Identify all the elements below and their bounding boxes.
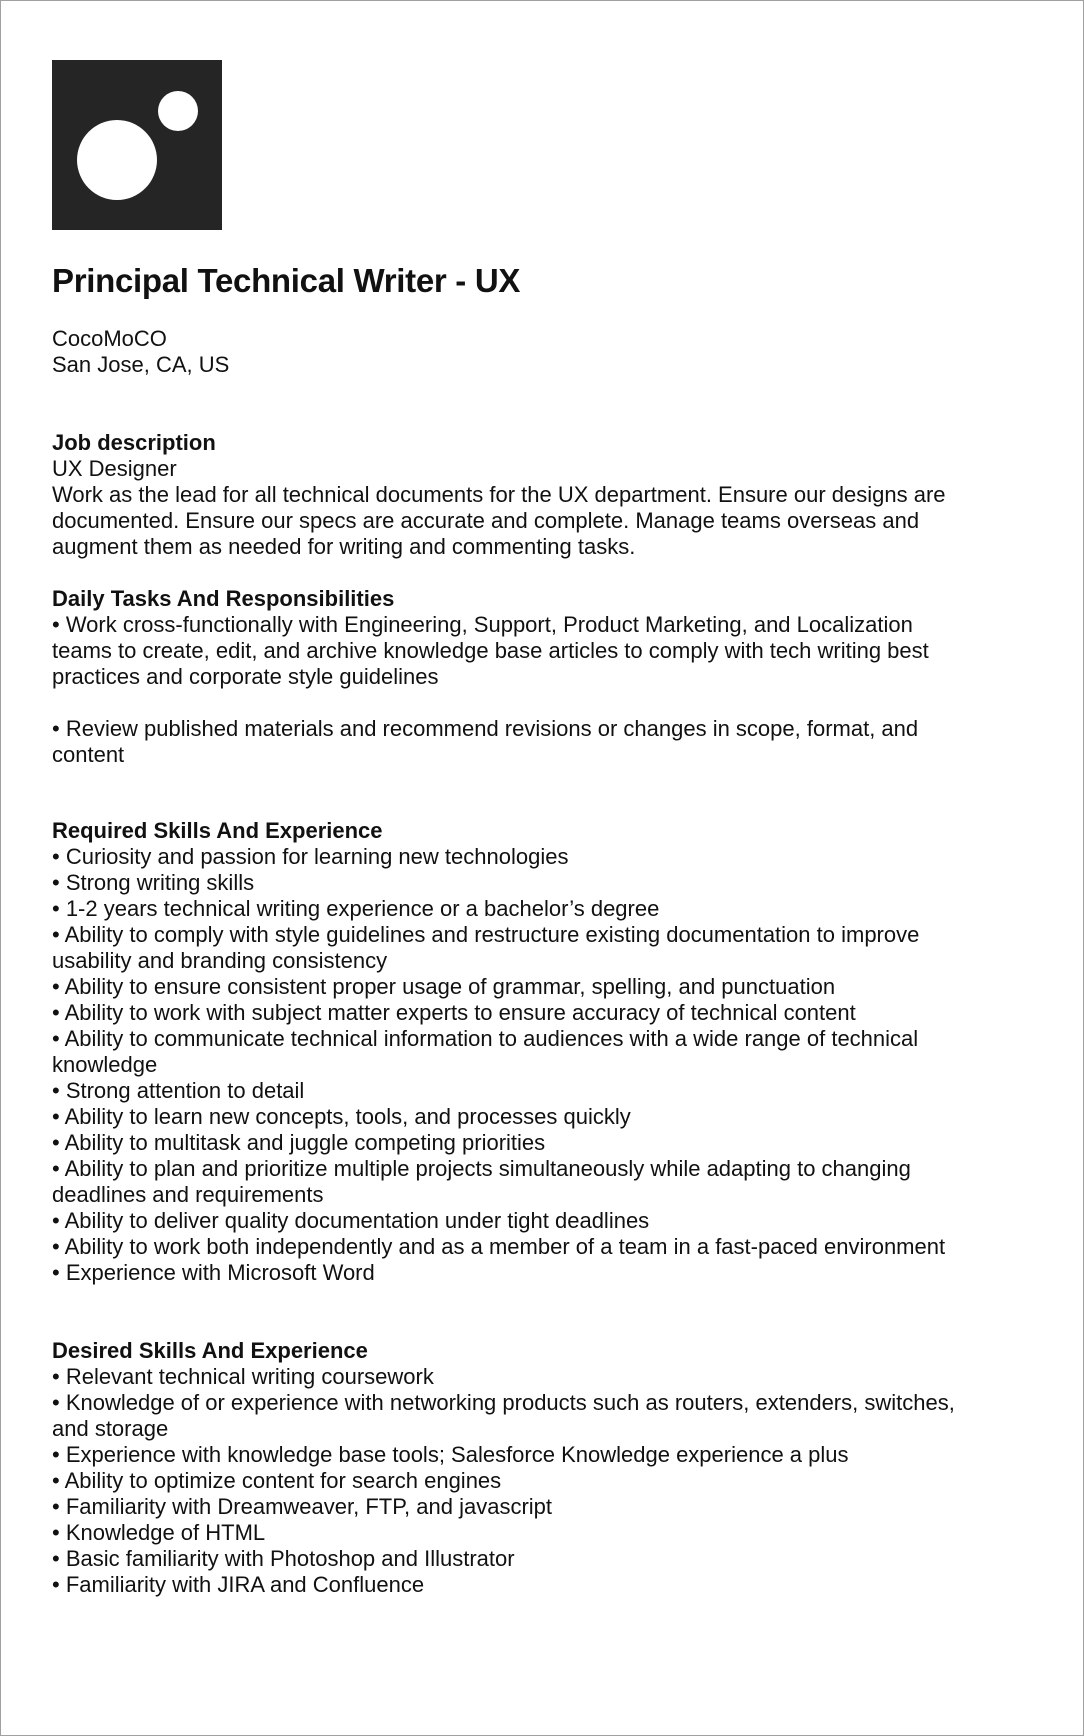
list-item: • 1-2 years technical writing experience or a bachelor’s degree xyxy=(52,896,660,921)
job-description-section xyxy=(52,430,992,560)
list-item: • Work cross-functionally with Engineering, Support, Product Marketing, and Localization teams to create, edit, and archive knowledge base articles to comply with tech writing best practices and corporate style guidelines xyxy=(52,612,929,689)
list-item: • Relevant technical writing coursework xyxy=(52,1364,434,1389)
job-posting xyxy=(52,0,992,1598)
list-item: • Ability to communicate technical information to audiences with a wide range of technical knowledge xyxy=(52,1026,919,1077)
list-item: • Ability to plan and prioritize multiple projects simultaneously while adapting to changing deadlines and requirements xyxy=(52,1156,911,1207)
required-skills-list xyxy=(52,844,957,1286)
list-item: • Ability to comply with style guidelines and restructure existing documentation to improve usability and branding consistency xyxy=(52,922,920,973)
logo-small-circle xyxy=(158,91,198,131)
logo-large-circle xyxy=(77,120,157,200)
job-title: Principal Technical Writer - UX xyxy=(52,262,521,299)
list-item: • Strong attention to detail xyxy=(52,1078,305,1103)
section-heading: Daily Tasks And Responsibilities xyxy=(52,586,395,611)
list-item: • Strong writing skills xyxy=(52,870,255,895)
desired-skills-list xyxy=(52,1364,957,1598)
list-item: • Experience with knowledge base tools; Salesforce Knowledge experience a plus xyxy=(52,1442,849,1467)
job-role: UX Designer xyxy=(52,456,177,481)
list-item: • Ability to deliver quality documentation under tight deadlines xyxy=(52,1208,650,1233)
job-description-text: Work as the lead for all technical documents for the UX department. Ensure our designs are documented. Ensure our specs are accurate and complete. Manage teams overseas and augment them as needed for writing and commenting tasks. xyxy=(52,482,946,559)
list-item: • Basic familiarity with Photoshop and Illustrator xyxy=(52,1546,515,1571)
required-skills-section xyxy=(52,818,992,1286)
list-item: • Ability to work both independently and as a member of a team in a fast-paced environment xyxy=(52,1234,946,1259)
list-item: • Ability to ensure consistent proper usage of grammar, spelling, and punctuation xyxy=(52,974,836,999)
list-item: • Familiarity with JIRA and Confluence xyxy=(52,1572,425,1597)
daily-tasks-section xyxy=(52,586,992,768)
section-heading: Desired Skills And Experience xyxy=(52,1338,368,1363)
company-name: CocoMoCO xyxy=(52,326,167,351)
list-item: • Ability to learn new concepts, tools, and processes quickly xyxy=(52,1104,631,1129)
desired-skills-section xyxy=(52,1338,992,1598)
section-heading: Job description xyxy=(52,430,216,455)
list-item: • Experience with Microsoft Word xyxy=(52,1260,375,1285)
company-logo xyxy=(52,60,222,230)
list-item: • Knowledge of or experience with networking products such as routers, extenders, switches, and storage xyxy=(52,1390,955,1441)
job-location: San Jose, CA, US xyxy=(52,352,230,377)
list-item: • Knowledge of HTML xyxy=(52,1520,266,1545)
list-item: • Ability to multitask and juggle competing priorities xyxy=(52,1130,546,1155)
list-item: • Review published materials and recommend revisions or changes in scope, format, and content xyxy=(52,716,919,767)
section-heading: Required Skills And Experience xyxy=(52,818,383,843)
list-item: • Ability to optimize content for search engines xyxy=(52,1468,502,1493)
list-item: • Familiarity with Dreamweaver, FTP, and javascript xyxy=(52,1494,553,1519)
list-item: • Ability to work with subject matter experts to ensure accuracy of technical content xyxy=(52,1000,856,1025)
list-item: • Curiosity and passion for learning new technologies xyxy=(52,844,569,869)
daily-tasks-list xyxy=(52,612,957,768)
